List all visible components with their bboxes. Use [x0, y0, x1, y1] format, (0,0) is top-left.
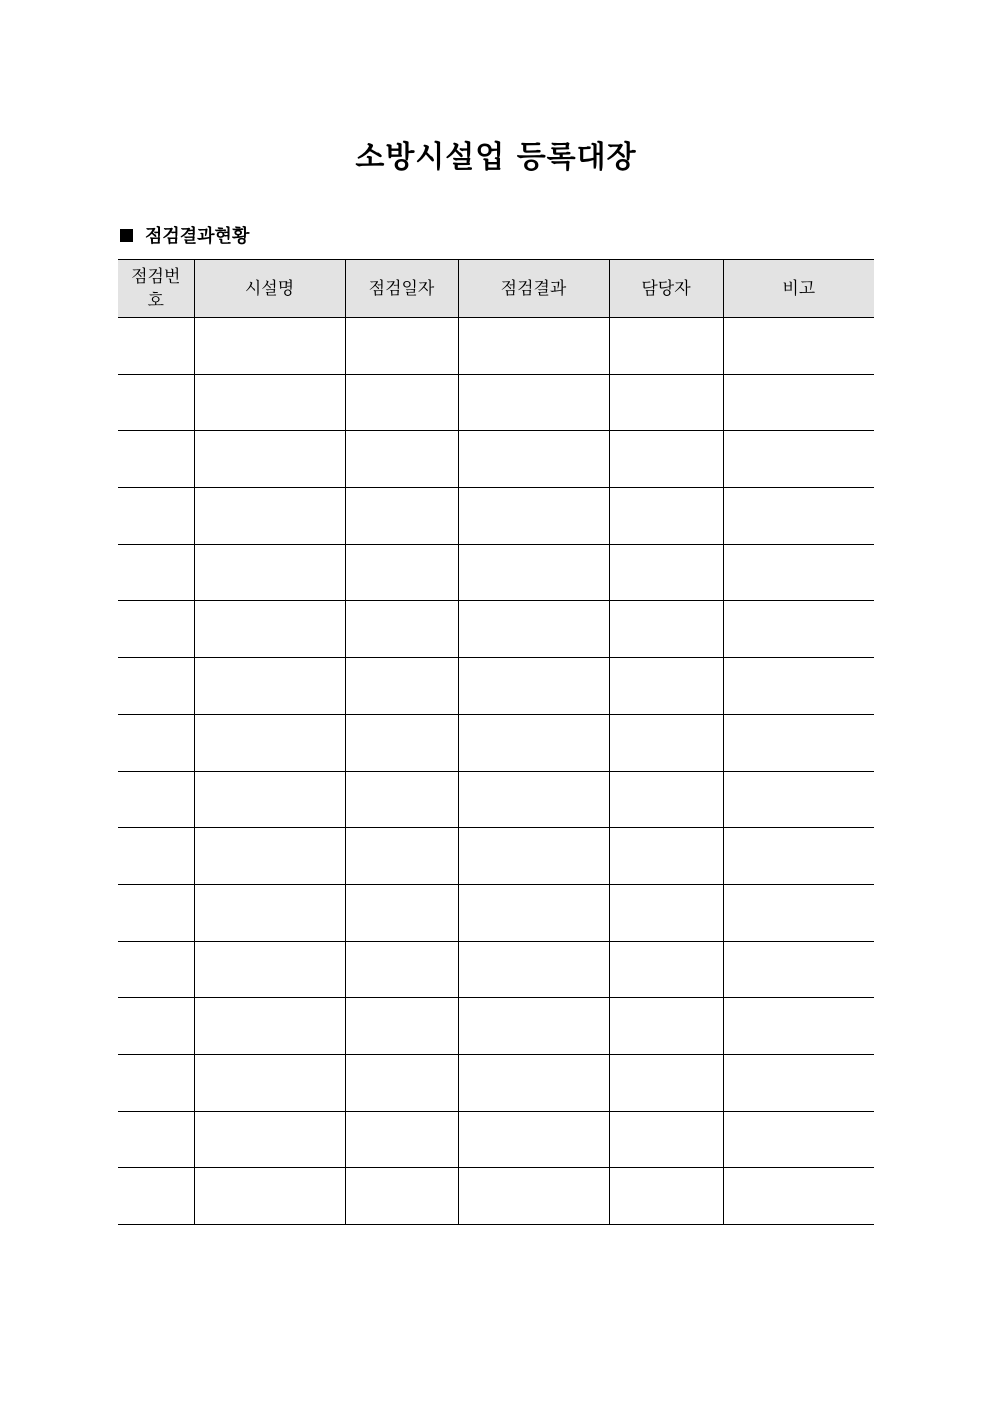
table-cell[interactable] — [723, 601, 874, 658]
table-cell[interactable] — [118, 828, 194, 885]
table-cell[interactable] — [345, 941, 458, 998]
table-cell[interactable] — [458, 601, 609, 658]
table-cell[interactable] — [345, 488, 458, 545]
table-cell[interactable] — [609, 374, 723, 431]
column-header-manager: 담당자 — [609, 260, 723, 318]
table-cell[interactable] — [194, 998, 345, 1055]
table-cell[interactable] — [345, 1168, 458, 1225]
table-cell[interactable] — [723, 488, 874, 545]
table-cell[interactable] — [118, 374, 194, 431]
table-cell[interactable] — [345, 1054, 458, 1111]
table-row — [118, 1168, 874, 1225]
table-cell[interactable] — [723, 1054, 874, 1111]
table-cell[interactable] — [723, 714, 874, 771]
table-cell[interactable] — [609, 1168, 723, 1225]
table-row — [118, 374, 874, 431]
table-cell[interactable] — [723, 658, 874, 715]
table-row — [118, 601, 874, 658]
table-cell[interactable] — [194, 658, 345, 715]
table-row — [118, 941, 874, 998]
table-cell[interactable] — [118, 1111, 194, 1168]
table-row — [118, 658, 874, 715]
column-header-inspection-result: 점검결과 — [458, 260, 609, 318]
table-cell[interactable] — [194, 374, 345, 431]
table-cell[interactable] — [118, 318, 194, 375]
table-cell[interactable] — [118, 1168, 194, 1225]
table-cell[interactable] — [609, 714, 723, 771]
table-row — [118, 318, 874, 375]
table-row — [118, 544, 874, 601]
section-heading-label: 점검결과현황 — [145, 226, 250, 247]
table-cell[interactable] — [345, 771, 458, 828]
table-cell[interactable] — [345, 601, 458, 658]
table-cell[interactable] — [458, 884, 609, 941]
table-cell[interactable] — [118, 714, 194, 771]
table-body — [118, 318, 874, 1225]
table-cell[interactable] — [609, 488, 723, 545]
table-cell[interactable] — [194, 601, 345, 658]
table-cell[interactable] — [458, 714, 609, 771]
table-cell[interactable] — [723, 941, 874, 998]
table-cell[interactable] — [609, 771, 723, 828]
table-cell[interactable] — [723, 431, 874, 488]
column-header-remarks: 비고 — [723, 260, 874, 318]
table-cell[interactable] — [723, 374, 874, 431]
table-cell[interactable] — [194, 714, 345, 771]
table-cell[interactable] — [345, 884, 458, 941]
table-row — [118, 771, 874, 828]
table-cell[interactable] — [458, 488, 609, 545]
table-cell[interactable] — [118, 544, 194, 601]
table-cell[interactable] — [723, 771, 874, 828]
table-cell[interactable] — [458, 544, 609, 601]
table-cell[interactable] — [118, 488, 194, 545]
table-row — [118, 1111, 874, 1168]
table-cell[interactable] — [194, 488, 345, 545]
table-cell[interactable] — [345, 1111, 458, 1168]
table-cell[interactable] — [458, 771, 609, 828]
table-row — [118, 1054, 874, 1111]
table-cell[interactable] — [194, 1168, 345, 1225]
table-cell[interactable] — [609, 828, 723, 885]
table-cell[interactable] — [118, 1054, 194, 1111]
table-cell[interactable] — [609, 544, 723, 601]
square-bullet-icon — [120, 229, 133, 242]
table-row — [118, 884, 874, 941]
table-cell[interactable] — [118, 998, 194, 1055]
table-row — [118, 714, 874, 771]
table-cell[interactable] — [458, 828, 609, 885]
table-cell[interactable] — [723, 1111, 874, 1168]
table-cell[interactable] — [458, 431, 609, 488]
table-cell[interactable] — [723, 1168, 874, 1225]
table-cell[interactable] — [194, 544, 345, 601]
table-cell[interactable] — [118, 771, 194, 828]
table-cell[interactable] — [194, 941, 345, 998]
table-cell[interactable] — [194, 431, 345, 488]
table-cell[interactable] — [723, 828, 874, 885]
table-cell[interactable] — [345, 544, 458, 601]
table-cell[interactable] — [609, 601, 723, 658]
table-cell[interactable] — [345, 714, 458, 771]
table-cell[interactable] — [723, 998, 874, 1055]
table-cell[interactable] — [609, 941, 723, 998]
table-cell[interactable] — [609, 658, 723, 715]
table-cell[interactable] — [458, 374, 609, 431]
table-cell[interactable] — [194, 1054, 345, 1111]
table-cell[interactable] — [609, 1054, 723, 1111]
table-row — [118, 488, 874, 545]
column-header-facility-name: 시설명 — [194, 260, 345, 318]
table-row — [118, 828, 874, 885]
table-cell[interactable] — [194, 884, 345, 941]
table-cell[interactable] — [458, 1054, 609, 1111]
table-cell[interactable] — [345, 998, 458, 1055]
table-row — [118, 998, 874, 1055]
table-cell[interactable] — [458, 998, 609, 1055]
table-cell[interactable] — [609, 318, 723, 375]
table-cell[interactable] — [723, 884, 874, 941]
table-cell[interactable] — [118, 431, 194, 488]
section-heading — [120, 222, 249, 248]
table-cell[interactable] — [194, 318, 345, 375]
column-header-inspection-no: 점검번 호 — [118, 260, 194, 318]
table-cell[interactable] — [194, 771, 345, 828]
table-cell[interactable] — [723, 318, 874, 375]
table-cell[interactable] — [194, 828, 345, 885]
table-cell[interactable] — [118, 941, 194, 998]
table-cell[interactable] — [345, 828, 458, 885]
table-cell[interactable] — [458, 1168, 609, 1225]
table-cell[interactable] — [345, 431, 458, 488]
table-cell[interactable] — [118, 601, 194, 658]
table-cell[interactable] — [118, 658, 194, 715]
table-cell[interactable] — [458, 941, 609, 998]
table-cell[interactable] — [345, 318, 458, 375]
table-cell[interactable] — [723, 544, 874, 601]
table-cell[interactable] — [609, 431, 723, 488]
table-row — [118, 431, 874, 488]
table-cell[interactable] — [609, 1111, 723, 1168]
table-cell[interactable] — [118, 884, 194, 941]
inspection-results-table — [118, 259, 874, 1225]
page-title: 소방시설업 등록대장 — [355, 140, 637, 175]
table-cell[interactable] — [345, 374, 458, 431]
table-cell[interactable] — [345, 658, 458, 715]
table-header-row — [118, 260, 874, 318]
column-header-inspection-date: 점검일자 — [345, 260, 458, 318]
table-cell[interactable] — [609, 998, 723, 1055]
table-cell[interactable] — [458, 658, 609, 715]
table-cell[interactable] — [458, 1111, 609, 1168]
table-cell[interactable] — [458, 318, 609, 375]
table-cell[interactable] — [609, 884, 723, 941]
table-cell[interactable] — [194, 1111, 345, 1168]
